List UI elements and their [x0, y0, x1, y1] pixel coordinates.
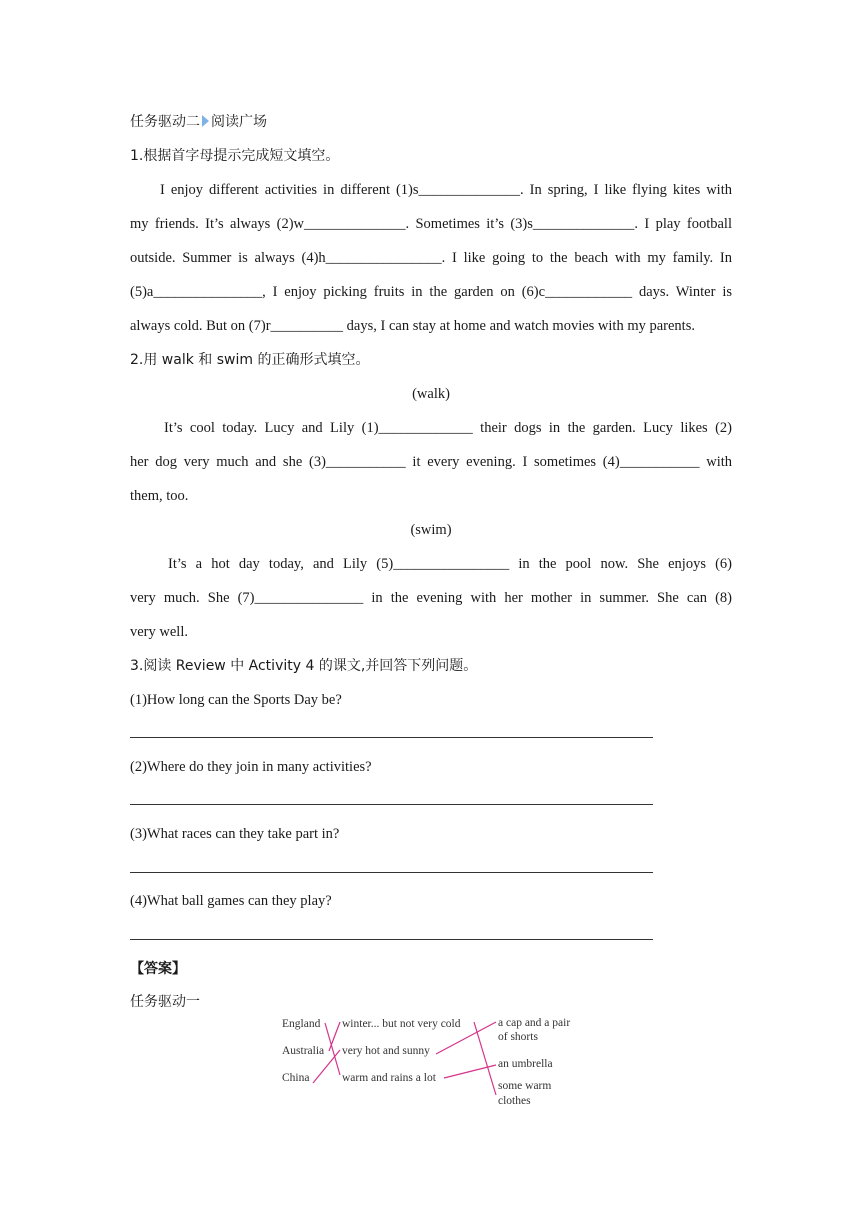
match-england-winter	[325, 1023, 340, 1075]
q1-line-2: my friends. It’s always (2)w______________. Sometimes it’s (3)s______________. I play football	[130, 216, 732, 232]
answer-subheading: 任务驱动一	[130, 994, 200, 1010]
swim-line-1: It’s a hot day today, and Lily (5)________________ in the pool now. She enjoys (6)	[168, 556, 732, 572]
walk-line-2: her dog very much and she (3)___________ it every evening. I sometimes (4)___________ with	[130, 454, 732, 470]
q3-question-1: (1)How long can the Sports Day be?	[130, 692, 342, 708]
item-warm-clothes-line1: some warm	[498, 1080, 552, 1092]
weather-hot-sunny: very hot and sunny	[342, 1045, 430, 1057]
q3-title: 3.阅读 Review 中 Activity 4 的课文,并回答下列问题。	[130, 658, 478, 674]
country-australia: Australia	[282, 1045, 325, 1057]
section-heading-pre: 任务驱动二	[130, 114, 200, 130]
item-cap-shorts-line1: a cap and a pair	[498, 1017, 571, 1029]
answer-line-4[interactable]	[130, 939, 653, 940]
matching-diagram	[276, 1010, 586, 1110]
match-lines	[313, 1022, 496, 1095]
weather-warm-rain: warm and rains a lot	[342, 1072, 436, 1084]
q1-line-4: (5)a_______________, I enjoy picking fruits in the garden on (6)c____________ days. Winter is	[130, 284, 732, 300]
q3-question-2: (2)Where do they join in many activities?	[130, 759, 372, 775]
swim-label: (swim)	[410, 522, 452, 538]
item-umbrella: an umbrella	[498, 1058, 553, 1070]
walk-label: (walk)	[412, 386, 450, 402]
match-winter-clothes	[474, 1022, 496, 1095]
match-warm-umbrella	[444, 1065, 496, 1078]
country-england: England	[282, 1018, 321, 1030]
walk-line-3: them, too.	[130, 488, 189, 504]
section-heading	[130, 112, 732, 132]
answer-header: 【答案】	[130, 961, 186, 977]
answer-line-1[interactable]	[130, 737, 653, 738]
swim-line-3: very well.	[130, 624, 188, 640]
weather-winter: winter... but not very cold	[342, 1018, 461, 1030]
q3-question-4: (4)What ball games can they play?	[130, 893, 332, 909]
q1-title: 1.根据首字母提示完成短文填空。	[130, 148, 340, 164]
q1-line-3: outside. Summer is always (4)h________________. I like going to the beach with my family. In	[130, 250, 732, 266]
q2-title: 2.用 walk 和 swim 的正确形式填空。	[130, 352, 370, 368]
item-warm-clothes-line2: clothes	[498, 1095, 531, 1107]
q1-line-1: I enjoy different activities in different (1)s______________. In spring, I like flying kites with	[160, 182, 732, 198]
walk-line-1: It’s cool today. Lucy and Lily (1)_____________ their dogs in the garden. Lucy likes (2)	[164, 420, 732, 436]
section-heading-post: 阅读广场	[211, 114, 267, 130]
answer-line-2[interactable]	[130, 804, 653, 805]
country-china: China	[282, 1072, 310, 1084]
q3-question-3: (3)What races can they take part in?	[130, 826, 340, 842]
answer-line-3[interactable]	[130, 872, 653, 873]
q1-line-5: always cold. But on (7)r__________ days, I can stay at home and watch movies with my parents.	[130, 318, 695, 334]
arrow-icon	[202, 115, 209, 127]
match-australia-hot	[329, 1022, 340, 1051]
item-cap-shorts-line2: of shorts	[498, 1031, 538, 1043]
swim-line-2: very much. She (7)_______________ in the evening with her mother in summer. She can (8)	[130, 590, 732, 606]
